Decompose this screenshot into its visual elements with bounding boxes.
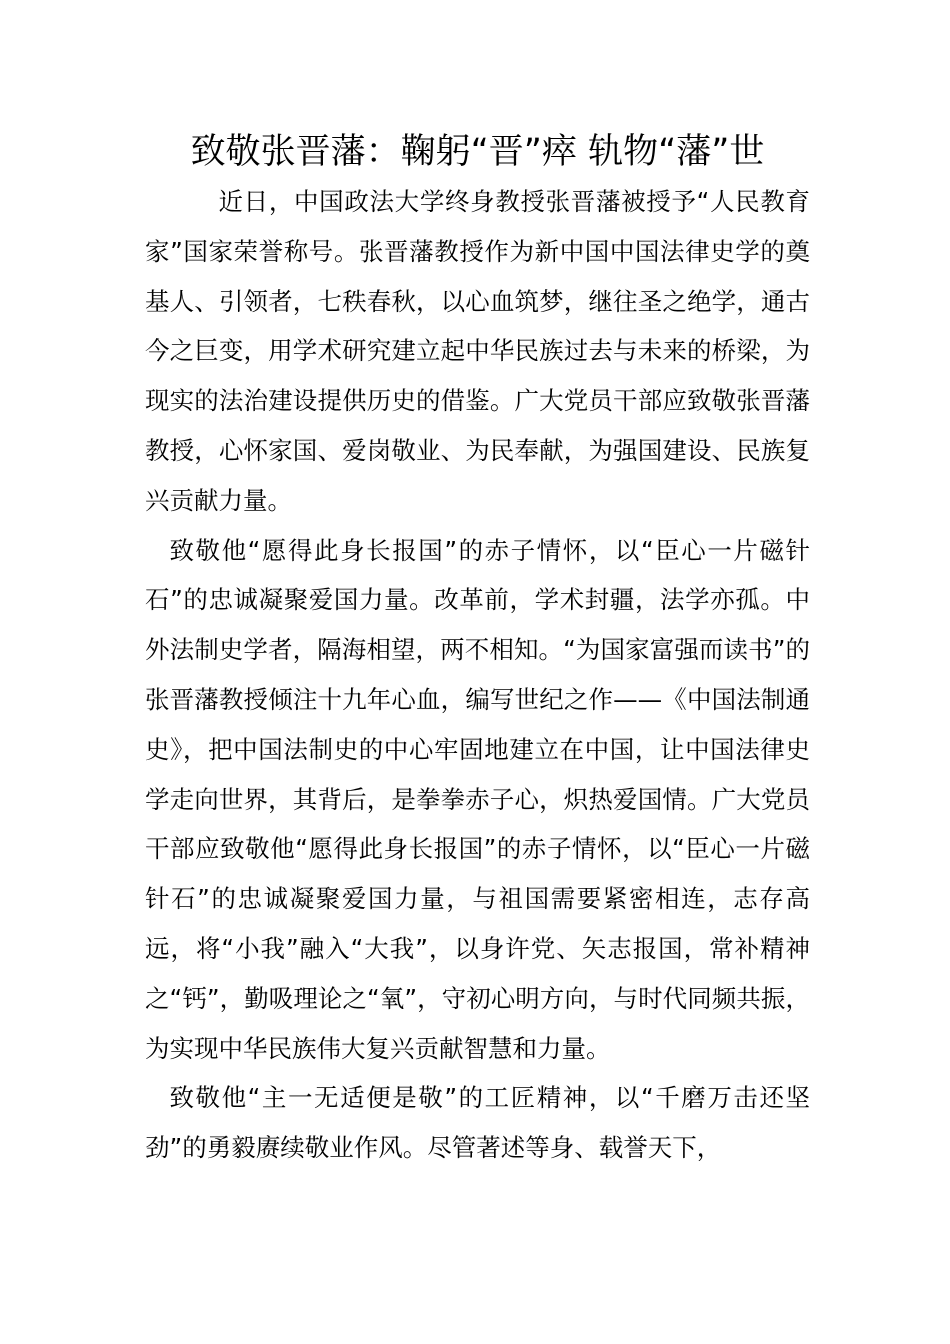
paragraph-intro: 近日，中国政法大学终身教授张晋藩被授予“人民教育家”国家荣誉称号。张晋藩教授作为新中国中国法律史学的奠基人、引领者，七秩春秋，以心血筑梦，继往圣之绝学，通古今之巨变，用学术研究建立起中华民族过去与未来的桥梁，为现实的法治建设提供历史的借鉴。广大党员干部应致敬张晋藩教授，心怀家国、爱岗敬业、为民奉献，为强国建设、民族复兴贡献力量。 — [145, 187, 810, 515]
document-title: 致敬张晋藩：鞠躬“晋”瘁 轨物“藩”世 — [190, 132, 765, 172]
paragraph-patriotism: 致敬他“愿得此身长报国”的赤子情怀，以“臣心一片磁针石”的忠诚凝聚爱国力量。改革前，学术封疆，法学亦孤。中外法制史学者，隔海相望，两不相知。“为国家富强而读书”的张晋藩教授倾注十九年心血，编写世纪之作——《中国法制通史》，把中国法制史的中心牢固地建立在中国，让中国法律史学走向世界，其背后，是拳拳赤子心，炽热爱国情。广大党员干部应致敬他“愿得此身长报国”的赤子情怀，以“臣心一片磁针石”的忠诚凝聚爱国力量，与祖国需要紧密相连，志存高远，将“小我”融入“大我”，以身许党、矢志报国，常补精神之“钙”，勤吸理论之“氧”，守初心明方向，与时代同频共振，为实现中华民族伟大复兴贡献智慧和力量。 — [145, 535, 810, 1063]
paragraph-craftsmanship: 致敬他“主一无适便是敬”的工匠精神，以“千磨万击还坚劲”的勇毅赓续敬业作风。尽管著述等身、载誉天下， — [145, 1083, 810, 1163]
document-body — [145, 177, 810, 1173]
